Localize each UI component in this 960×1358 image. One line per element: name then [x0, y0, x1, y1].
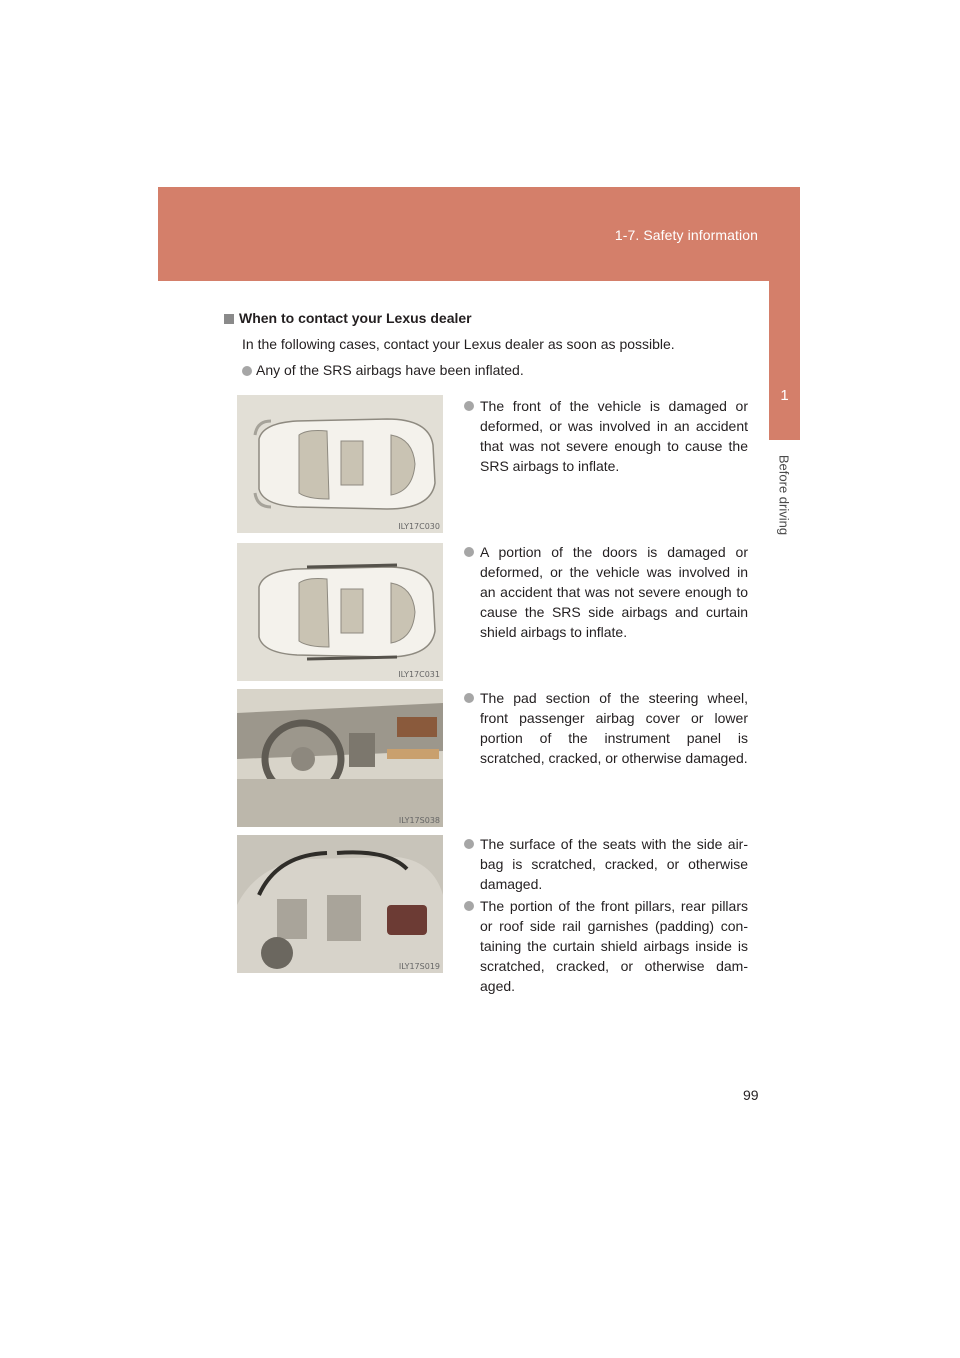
chapter-tab: [769, 281, 800, 440]
section-heading: [224, 310, 472, 326]
figure-car-top-doors: [237, 543, 443, 681]
bullet-dot-icon: [464, 839, 474, 849]
figure-code: ILY17S038: [398, 816, 440, 825]
list-item: [464, 688, 748, 768]
dashboard-illustration: [237, 689, 443, 827]
figure-code: ILY17C030: [398, 522, 440, 531]
bullet-dot-icon: [464, 401, 474, 411]
list-item: [464, 896, 748, 996]
chapter-number: 1: [780, 387, 789, 404]
car-top-view-doors-illustration: [237, 543, 443, 681]
bullet-text: Any of the SRS airbags have been inflated.: [256, 362, 524, 378]
figure-car-top-front: [237, 395, 443, 533]
car-top-view-illustration: [237, 395, 443, 533]
bullet-dot-icon: [242, 366, 252, 376]
list-item-text: The surface of the seats with the side air-bag is scratched, cracked, or otherwise damaged.: [480, 836, 748, 892]
chapter-label-text: Before driving: [776, 454, 792, 536]
figure-code: ILY17S019: [398, 962, 440, 971]
bullet-dot-icon: [464, 901, 474, 911]
figure-dashboard: [237, 689, 443, 827]
chapter-label: [772, 448, 796, 542]
curtain-airbag-illustration: [237, 835, 443, 973]
header-band: [158, 187, 800, 281]
figure-curtain-airbags: [237, 835, 443, 973]
list-item: [464, 834, 748, 894]
list-item: [464, 396, 748, 476]
list-item: [464, 542, 748, 642]
bullet-item-airbags-inflated: [242, 362, 524, 378]
list-item-text: The portion of the front pillars, rear pillars or roof side rail garnishes (padding) con-taining the curtain shield airbags inside is scratched, cracked, or otherwise dam-aged.: [480, 898, 748, 994]
list-item-text: The pad section of the steering wheel, front passenger airbag cover or lower portion of the instrument panel is scratched, cracked, or otherwise damaged.: [480, 690, 748, 766]
bullet-dot-icon: [464, 693, 474, 703]
intro-text: In the following cases, contact your Lexus dealer as soon as possible.: [242, 336, 675, 352]
list-item-text: The front of the vehicle is damaged or deformed, or was involved in an accident that was not severe enough to cause the SRS airbags to inflate.: [480, 398, 748, 474]
figure-code: ILY17C031: [398, 670, 440, 679]
list-item-text: A portion of the doors is damaged or deformed, or the vehicle was involved in an accident that was not severe enough to cause the SRS side airbags and curtain shield airbags to inflate.: [480, 544, 748, 640]
square-bullet-icon: [224, 314, 234, 324]
bullet-dot-icon: [464, 547, 474, 557]
heading-text: When to contact your Lexus dealer: [239, 310, 472, 326]
section-title: 1-7. Safety information: [614, 227, 758, 243]
page-number: 99: [743, 1087, 759, 1103]
